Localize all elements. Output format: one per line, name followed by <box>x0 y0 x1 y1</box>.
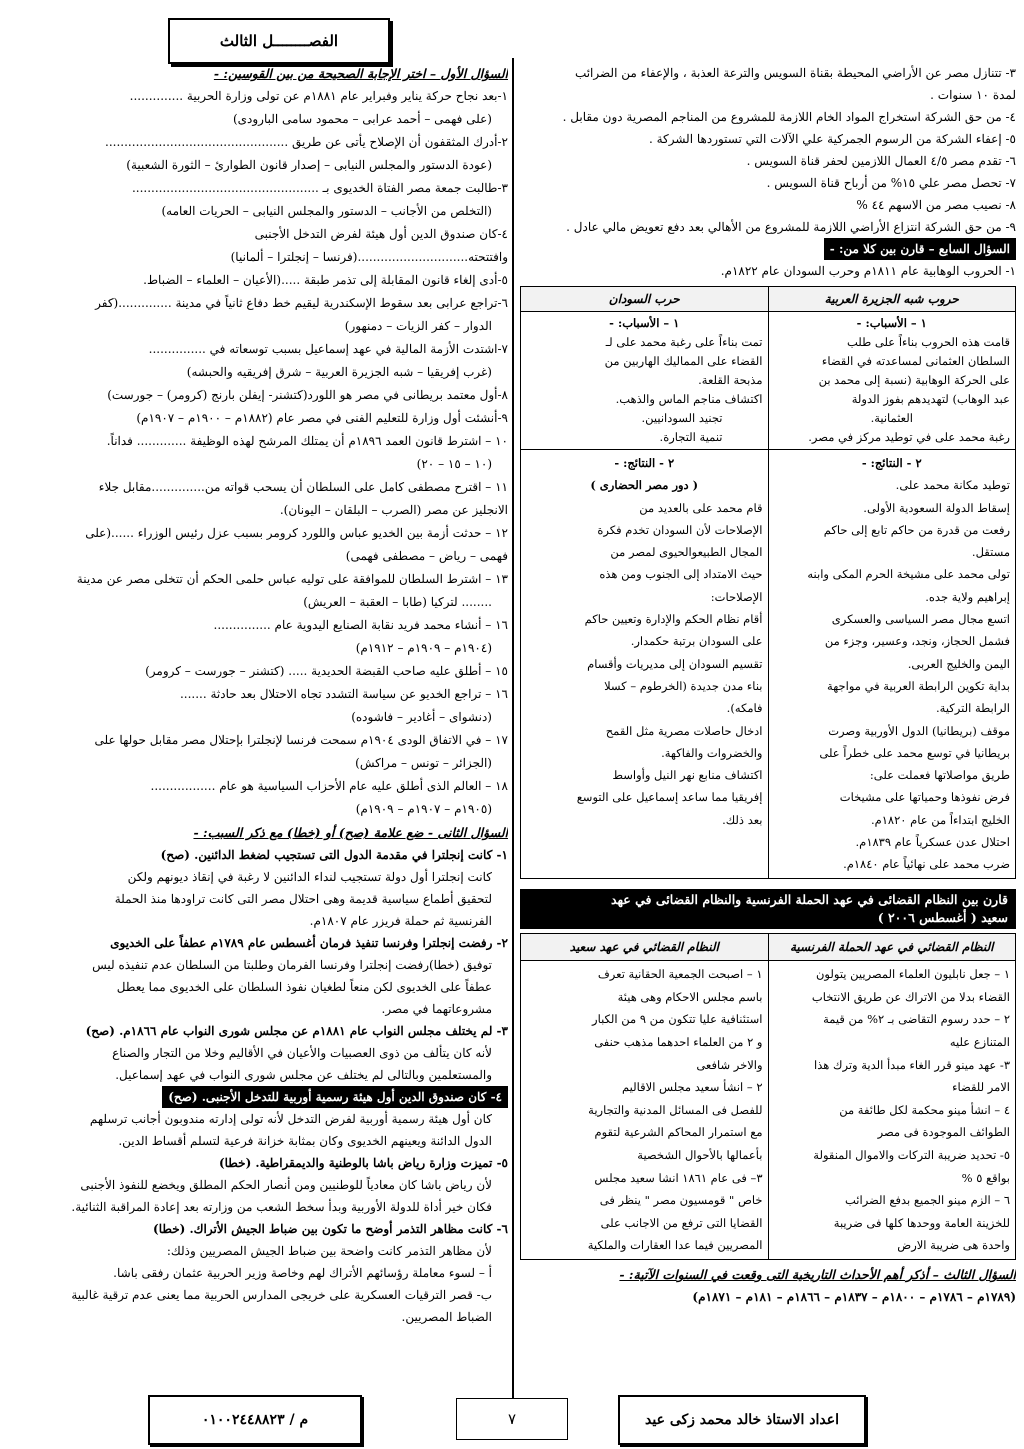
result-item: بريطانيا في توسع محمد على خطراً على <box>819 745 1010 760</box>
q1-line: ١١ – اقترح مصطفى كامل على السلطان أن يسحب قواته من..............مقابل جلاء <box>98 480 508 494</box>
q2-line: عطفاً على الخديوى لكن منعاً لطغيان نفوذ السلطان على الخديوى مما يعطل <box>116 980 492 994</box>
result-item: الإصلاحات: <box>710 589 763 604</box>
intro-line: ٩- من حق الشركة انتزاع الأراضي اللازمة للمشروع من الأهالي بعد دفع تعويض مالي عادل . <box>566 220 1016 234</box>
q1-lines <box>8 85 508 821</box>
q2-line: الدول الدائنة ويعينهم الخديوى وكان بمثابة خزانة فرعية لتسلم أقساط الدين. <box>118 1134 492 1148</box>
reason-item: العثمانية. <box>870 411 913 425</box>
q1-line: ١٦ – أنشاء محمد فريد نقابة الصنايع اليدوية عام ............... <box>213 618 508 632</box>
q1-line: ٩-أنشئت أول وزارة للتعليم الفنى في مصر عام (١٨٨٢م – ١٩٠٠م – ١٩٠٧م) <box>136 411 508 425</box>
result-item: الإصلاحات لأن السودان تخدم فكرة <box>597 522 763 537</box>
result-item: فرض نفوذها وحمياتها على مشيخات <box>839 790 1010 805</box>
intro-line: لمدة ١٠ سنوات . <box>930 88 1016 102</box>
result-item: تولى محمد على مشيخة الحرم المكى وابنه <box>807 567 1010 582</box>
q1-line: (على فهمى – أحمد عرابى – محمود سامى البارودى) <box>232 112 492 126</box>
comparison-table-wars <box>520 286 1016 879</box>
q2-line: ب- قصر الترقيات العسكرية على خريجى المدارس الحربية مما يعنى عدم ترقية غالبية <box>71 1288 492 1302</box>
reason-item: مذبحة القلعة. <box>698 373 763 387</box>
q2-line: كان أول هيئة رسمية أوربية لفرض التدخل لأنه تولى إدارته مندوبون أجانب ترسلهم <box>89 1112 492 1126</box>
reason-item: قامت هذه الحروب بناءاً على طلب <box>847 335 1010 349</box>
judicial-item: الطوائف الموجودة فى مصر <box>877 1125 1010 1140</box>
judicial-item: باسم مجلس الاحكام وهى هيئة <box>617 989 763 1004</box>
q1-header: السؤال الأول – اختر الإجابة الصحيحة من بين القوسين: - <box>213 66 508 81</box>
result-item: المجال الطبيعوالحيوى لمصر من <box>610 545 763 560</box>
reason-item: تنمية التجارة. <box>659 430 723 444</box>
q1-line: (عودة الدستور والمجلس النيابى – إصدار قانون الطوارئ – الثورة الشعبية) <box>126 158 492 172</box>
result-item: فشمل الحجاز، ونجد، وعسير، وجزء من <box>824 634 1010 649</box>
judicial-item: ٣– فى عام ١٨٦١ انشا سعيد مجلس <box>594 1170 763 1185</box>
intro-line: ٨- نصيب مصر من الاسهم ٤٤ % <box>856 198 1016 212</box>
reason-item: رغبة محمد على في توطيد مركز في مصر. <box>808 430 1010 444</box>
judicial-item: ٦ – الزم مينو الجميع بدفع الضرائب <box>845 1193 1010 1208</box>
q1-line: وافتتحته.............................(فرنسا – إنجلترا – ألمانيا) <box>230 250 508 264</box>
result-item: إبراهيم ولاية جده. <box>925 589 1010 604</box>
results-arabia <box>768 450 1016 879</box>
q1-line: (التخلص من الأجانب – الدستور والمجلس النيابى – الحريات العامه) <box>161 204 492 218</box>
q3-header: السؤال الثالث – أذكر أهم الأحداث التاريخية التى وقعت في السنوات الآتية: - <box>619 1266 1016 1282</box>
q2-line: والمستعلمين وبالتالى لم يختلف عن مجلس شورى النواب في عهد إسماعيل. <box>115 1068 492 1082</box>
intro-line: ٥- إعفاء الشركة من الرسوم الجمركية علي الآلات التي تستوردها الشركة . <box>648 132 1016 146</box>
table-header-said: النظام القضائي في عهد سعيد <box>521 933 769 961</box>
q1-line: ٨-أول معتمد بريطانى في مصر هو اللورد(كتشنر- إيفلن بارنج (كرومر) – جورست) <box>107 388 508 402</box>
judicial-item: ٢ – حدد رسوم التقاضى بـ ٢% من قيمة <box>823 1012 1010 1027</box>
q1-line: (١٩٠٥م – ١٩٠٧م – ١٩٠٩م) <box>355 802 492 816</box>
results-title: ٢ - النتائج: - <box>861 456 922 470</box>
q2-line: فكان خير أداة للدولة الأوربية وبدأ سخط الشعب من وزارته بعد إعادة المراقبة الثنائية. <box>71 1200 492 1214</box>
judicial-item: ٢ – انشأ سعيد مجلس الاقاليم <box>622 1080 763 1095</box>
table-header-sudan: حرب السودان <box>521 287 769 312</box>
reason-item: عبد الوهاب) لتهديدهم بفوز الدولة <box>851 392 1010 406</box>
q7-header-wrap <box>520 238 1016 260</box>
reasons-arabia <box>768 312 1016 450</box>
q1-line: (١٩٠٤م – ١٩٠٩م – ١٩١٢م) <box>355 641 492 655</box>
judicial-item: للفصل فى المسائل المدنية والتجارية <box>588 1102 763 1117</box>
judicial-french <box>768 961 1016 1260</box>
q1-line: ١٢ – حدثت أزمة بين الخديو عباس واللورد كرومر بسبب عزل رئيس الوزراء ......(على <box>85 526 508 540</box>
reasons-title: ١ – الأسباب: - <box>609 316 680 330</box>
result-item: اتسع مجال مصر السياسى والعسكرى <box>831 612 1010 627</box>
q2-line: الفرنسية ثم حملة فريزر عام ١٨٠٧م. <box>309 914 492 928</box>
result-item: احتلال عدن عسكرياً عام ١٨٣٩م. <box>855 835 1010 850</box>
judicial-item: خاص " قومسيون مصر " ينظر فى <box>599 1193 763 1208</box>
result-item: الخليج ابتداءاً من عام ١٨٢٠م. <box>870 812 1010 827</box>
judicial-item: ٤ – انشأ مينو محكمة لكل طائفة من <box>839 1102 1010 1117</box>
q2-line: مشروعاتهما في مصر. <box>381 1002 492 1016</box>
result-item: بعد ذلك. <box>722 812 763 827</box>
comparison-table-judicial <box>520 933 1016 1260</box>
result-item: اكتشاف منابع نهر النيل وأواسط <box>612 768 763 783</box>
q2-line: لتحقيق أطماع سياسية قديمة وهى احتلال مصر التى كانت تراودها منذ الحملة <box>114 892 492 906</box>
judicial-item: استئنافية عليا تتكون من ٩ من الكبار <box>592 1012 763 1027</box>
reason-item: اكتشاف مناجم الماس والذهب. <box>615 392 763 406</box>
result-item: بناء مدن جديدة (الخرطوم – كسلا <box>604 678 763 693</box>
judicial-item: ١ – اصبحت الجمعية الحقانية تعرف <box>597 967 763 982</box>
q2-line: ١- كانت إنجلترا في مقدمة الدول التى تستجيب لضغط الدائنين. (صح) <box>160 848 508 862</box>
phone-box: م / ٠١٠٠٢٤٤٨٨٢٣ <box>148 1395 362 1445</box>
result-item: والخضروات والفاكهة. <box>661 745 763 760</box>
q2-line: توفيق (خطا)رفضت إنجلترا وفرنسا الفرمان وطلبتا من السلطان عدم تنفيذه ليس <box>92 958 492 972</box>
judicial-said <box>521 961 769 1260</box>
column-divider <box>512 58 514 1398</box>
result-item: أقام نظام الحكم والإدارة وتعيين حاكم <box>584 612 763 627</box>
result-item: مستقل. <box>971 545 1010 560</box>
judicial-item: القضاء بدلا من الاتراك عن طريق الانتخاب <box>811 989 1010 1004</box>
q1-line: ٧-اشتدت الأزمة المالية في عهد إسماعيل بسبب توسعاته في ............... <box>148 342 508 356</box>
q1-line: ١٠ – اشترط قانون العمد ١٨٩٦م أن يمتلك المرشح لهذه الوظيفة ............. فداناً. <box>106 434 508 448</box>
result-item: ضرب محمد على نهائياً عام ١٨٤٠م. <box>843 857 1010 872</box>
q2-line: أ – لسوء معاملة رؤسائهم الأتراك لهم وخاصة وزير الحربية عثمان رفقى باشا. <box>113 1266 492 1280</box>
intro-line: ٣- تتنازل مصر عن الأراضي المحيطة بقناة السويس والترعة العذبة ، والإعفاء من الضرائب <box>574 66 1016 80</box>
q2-line: كانت إنجلترا أول دولة تستجيب لنداء الدائنين لا رغبة في إنقاذ ديونهم ولكن <box>127 870 492 884</box>
q1-line: (غرب إفريقيا – شبه الجزيرة العربية – شرق إفريقيه والحبشه) <box>186 365 492 379</box>
result-item: إفريقيا مما ساعد إسماعيل على التوسع <box>576 790 763 805</box>
intro-line: ٦- تقدم مصر ٤/٥ العمال اللازمين لحفر قناة السويس . <box>746 154 1016 168</box>
q1-line: ٦-تراجع عرابى بعد سقوط الإسكندرية ليقيم خط دفاع ثانياً في مدينة ..............(كفر <box>95 296 508 310</box>
result-item: قام محمد على بالعديد من <box>639 500 763 515</box>
compare-judicial-header <box>520 889 1016 929</box>
result-item: بداية تكوين الرابطة العربية في مواجهة <box>827 678 1010 693</box>
q1-line: ٥-أدى إلغاء قانون المقابلة إلى تذمر طبقة .....(الأعيان – العلماء – الضباط. <box>143 273 508 287</box>
q3-years: (١٧٨٩م – ١٧٨٦م – ١٨٠٠م – ١٨٣٧م – ١٨٦٦م – ١٨١م – ١٨٧١م) <box>692 1289 1016 1304</box>
results-sudan <box>521 450 769 879</box>
q1-line: الانجليز عن مصر (الصرب – البلقان – اليونان). <box>279 503 508 517</box>
result-item: رفعت من قدرة من حاكم تابع إلى حاكم <box>823 522 1010 537</box>
q2-line <box>8 1086 508 1108</box>
q1-line: فهمى – رياض – مصطفى فهمى) <box>345 549 508 563</box>
judicial-item: واحدة هى ضريبة الارض <box>897 1238 1010 1253</box>
q2-lines <box>8 844 508 1328</box>
compare-header-line: قارن بين النظام القضائى في عهد الحملة الفرنسية والنظام القضائى في عهد <box>610 891 1008 907</box>
result-item: طريق مواصلاتها فعملت على: <box>869 768 1010 783</box>
q2-line: لأن رياض باشا كان معادياً للوطنيين ومن أنصار الحكم المطلق ويخضع للنفوذ الأجنبى <box>80 1178 492 1192</box>
judicial-item: بواقع ٥ % <box>961 1170 1010 1185</box>
judicial-item: للخزينة العامة ووحدها كلها فى ضريبة <box>833 1215 1010 1230</box>
q1-line: ٣-طالبت جمعة مصر الفتاة الخديوى بـ ................................................. <box>131 181 508 195</box>
judicial-item: المتنازع عليه <box>949 1035 1010 1050</box>
judicial-item: والاخر شافعى <box>696 1057 763 1072</box>
intro-line: ٧- تحصل مصر علي ١٥% من أرباح قناة السويس . <box>766 176 1016 190</box>
result-item: حيث الامتداد إلى الجنوب ومن هذه <box>599 567 763 582</box>
table-header-arabia: حروب شبه الجزيرة العربية <box>768 287 1016 312</box>
q1-line: ........ لتركيا (طابا – العقبة – العريش) <box>303 595 492 609</box>
right-column <box>520 62 1016 1308</box>
q1-line: (١٠ – ١٥ – ٢٠) <box>416 457 492 471</box>
judicial-item: الامر للقضاء <box>952 1080 1010 1095</box>
judicial-item: مع استمرار المحاكم الشرعية لتقوم <box>594 1125 763 1140</box>
result-item: موقف (بريطانيا) الدول الأوربية وصرت <box>828 723 1010 738</box>
q2-line: ٦- كانت مظاهر التذمر أوضح ما تكون بين ضباط الجيش الأتراك. (خطا) <box>153 1222 508 1236</box>
q2-line-highlight: ٤- كان صندوق الدين أول هيئة رسمية أوربية للتدخل الأجنبى. (صح) <box>162 1086 508 1108</box>
result-item: ادخال حاصلات مصرية مثل القمح <box>605 723 763 738</box>
reason-item: القضاء على المماليك الهاربين من <box>604 354 763 368</box>
judicial-item: ٣- عهد مينو قرر الغاء مبدأ الدية وترك هذا <box>814 1057 1010 1072</box>
q1-line: (الجزائر – تونس – مراكش) <box>355 756 492 770</box>
q1-line: ١٥ – أطلق عليه صاحب القبضة الحديدية ..... (كتشنر – جورست – كرومر) <box>145 664 508 678</box>
q1-line: الدوار – كفر الزيات – دمنهور) <box>344 319 492 333</box>
judicial-item: القضايا التى ترفع من الاجانب على <box>600 1215 763 1230</box>
q2-line: ٢- رفضت إنجلترا وفرنسا تنفيذ فرمان أغسطس عام ١٧٨٩م عطفاً على الخديوى <box>110 936 508 950</box>
q1-line: ١٦ – تراجع الخديو عن سياسة التشدد تجاه الاحتلال بعد حادثة ....... <box>179 687 508 701</box>
q1-line: ٤-كان صندوق الدين أول هيئة لفرض التدخل الأجنبى <box>254 227 508 241</box>
result-item: على السودان برتبة حكمدار. <box>630 634 763 649</box>
reason-item: على الحركة الوهابية (نسبة إلى محمد بن <box>818 373 1010 387</box>
result-item: توطيد مكانة محمد على. <box>895 478 1010 493</box>
judicial-item: ١ – جعل نابليون العلماء المصريين يتولون <box>815 967 1010 982</box>
intro-line: ٤- من حق الشركة استخراج المواد الخام اللازمة للمشروع من المناجم المصرية دون مقابل . <box>562 110 1016 124</box>
q1-line: ١-بعد نجاح حركة يناير وفبراير عام ١٨٨١م عن تولى وزارة الحربية .............. <box>129 89 508 103</box>
reasons-sudan <box>521 312 769 450</box>
page-number: ٧ <box>456 1398 568 1440</box>
q2-line: ٣- لم يختلف مجلس النواب عام ١٨٨١م عن مجلس شورى النواب عام ١٨٦٦م. (صح) <box>85 1024 508 1038</box>
result-item: الرابطة التركية. <box>936 701 1010 716</box>
reason-item: تجنيد السودانيين. <box>641 411 723 425</box>
q7-header: السؤال السابع – قارن بين كلا من: - <box>824 238 1016 260</box>
q2-line: لأن مظاهر التذمر كانت واضحة بين ضباط الجيش المصريين وذلك: <box>166 1244 492 1258</box>
result-item: تقسيم السودان إلى مديريات وأقسام <box>587 656 763 671</box>
compare-header-line: سعيد ( أغسطس ٢٠٠٦ ) <box>877 909 1008 925</box>
result-item: فامكه). <box>726 701 763 716</box>
q2-header: السؤال الثانى - ضع علامة (صح) أو (خطا) مع ذكر السبب: - <box>193 825 508 840</box>
reason-item: تمت بناءاً على رغبة محمد على لـ <box>605 335 763 349</box>
judicial-item: و ٢ من العلماء احدهما مذهب حنفى <box>594 1035 763 1050</box>
q1-line: ١٧ – في الاتفاق الودى ١٩٠٤م سمحت فرنسا لإنجلترا بإحتلال مصر مقابل حولها على <box>94 733 508 747</box>
table-header-french: النظام القضائي في عهد الحملة الفرنسية <box>768 933 1016 961</box>
result-item: إسقاط الدولة السعودية الأولى. <box>863 500 1010 515</box>
author-box: اعداد الاستاذ خالد محمد زكى عيد <box>618 1395 866 1445</box>
chapter-title: الفصــــــــل الثالث <box>168 18 390 64</box>
results-subtitle: ( دور مصر الحضارى ) <box>590 478 699 493</box>
judicial-item: ٥- تحديد ضريبة التركات والاموال المنقولة <box>813 1147 1010 1162</box>
result-item: اليمن والخليج العربى. <box>907 656 1010 671</box>
q1-line: ١٣ – اشترط السلطان للموافقة على توليه عباس حلمى الحكم أن تتخلى مصر عن مدينة <box>76 572 508 586</box>
q2-line: لأنه كان يتألف من ذوى العصبيات والأعيان في الأقاليم وخلا من التجار والصناع <box>112 1046 492 1060</box>
q1-line: ٢-أدرك المثقفون أن الإصلاح يأتى عن طريق ................................................ <box>105 135 508 149</box>
results-title: ٢ - النتائج: - <box>614 456 675 470</box>
reasons-title: ١ – الأسباب: - <box>856 316 927 330</box>
left-column <box>8 62 508 1328</box>
reason-item: السلطان العثمانى لمساعدته في القضاء <box>821 354 1010 368</box>
judicial-item: المصريين فيما عدا العقارات والملكية <box>587 1238 763 1253</box>
q2-line: ٥- تميزت وزارة رياض باشا بالوطنية والديمقراطية. (خطا) <box>218 1156 508 1170</box>
q2-line: الضباط المصريين. <box>401 1310 492 1324</box>
q1-line: (دنشواى – أغادير – فاشوده) <box>351 710 492 724</box>
q1-line: ١٨ – العالم الذى أطلق عليه عام الأحزاب السياسية هو عام ................. <box>150 779 508 793</box>
q7-subtitle: ١- الحروب الوهابية عام ١٨١١م وحرب السودان عام ١٨٢٢م. <box>720 264 1016 278</box>
judicial-item: بأعمالها بالأحوال الشخصية <box>637 1147 763 1162</box>
